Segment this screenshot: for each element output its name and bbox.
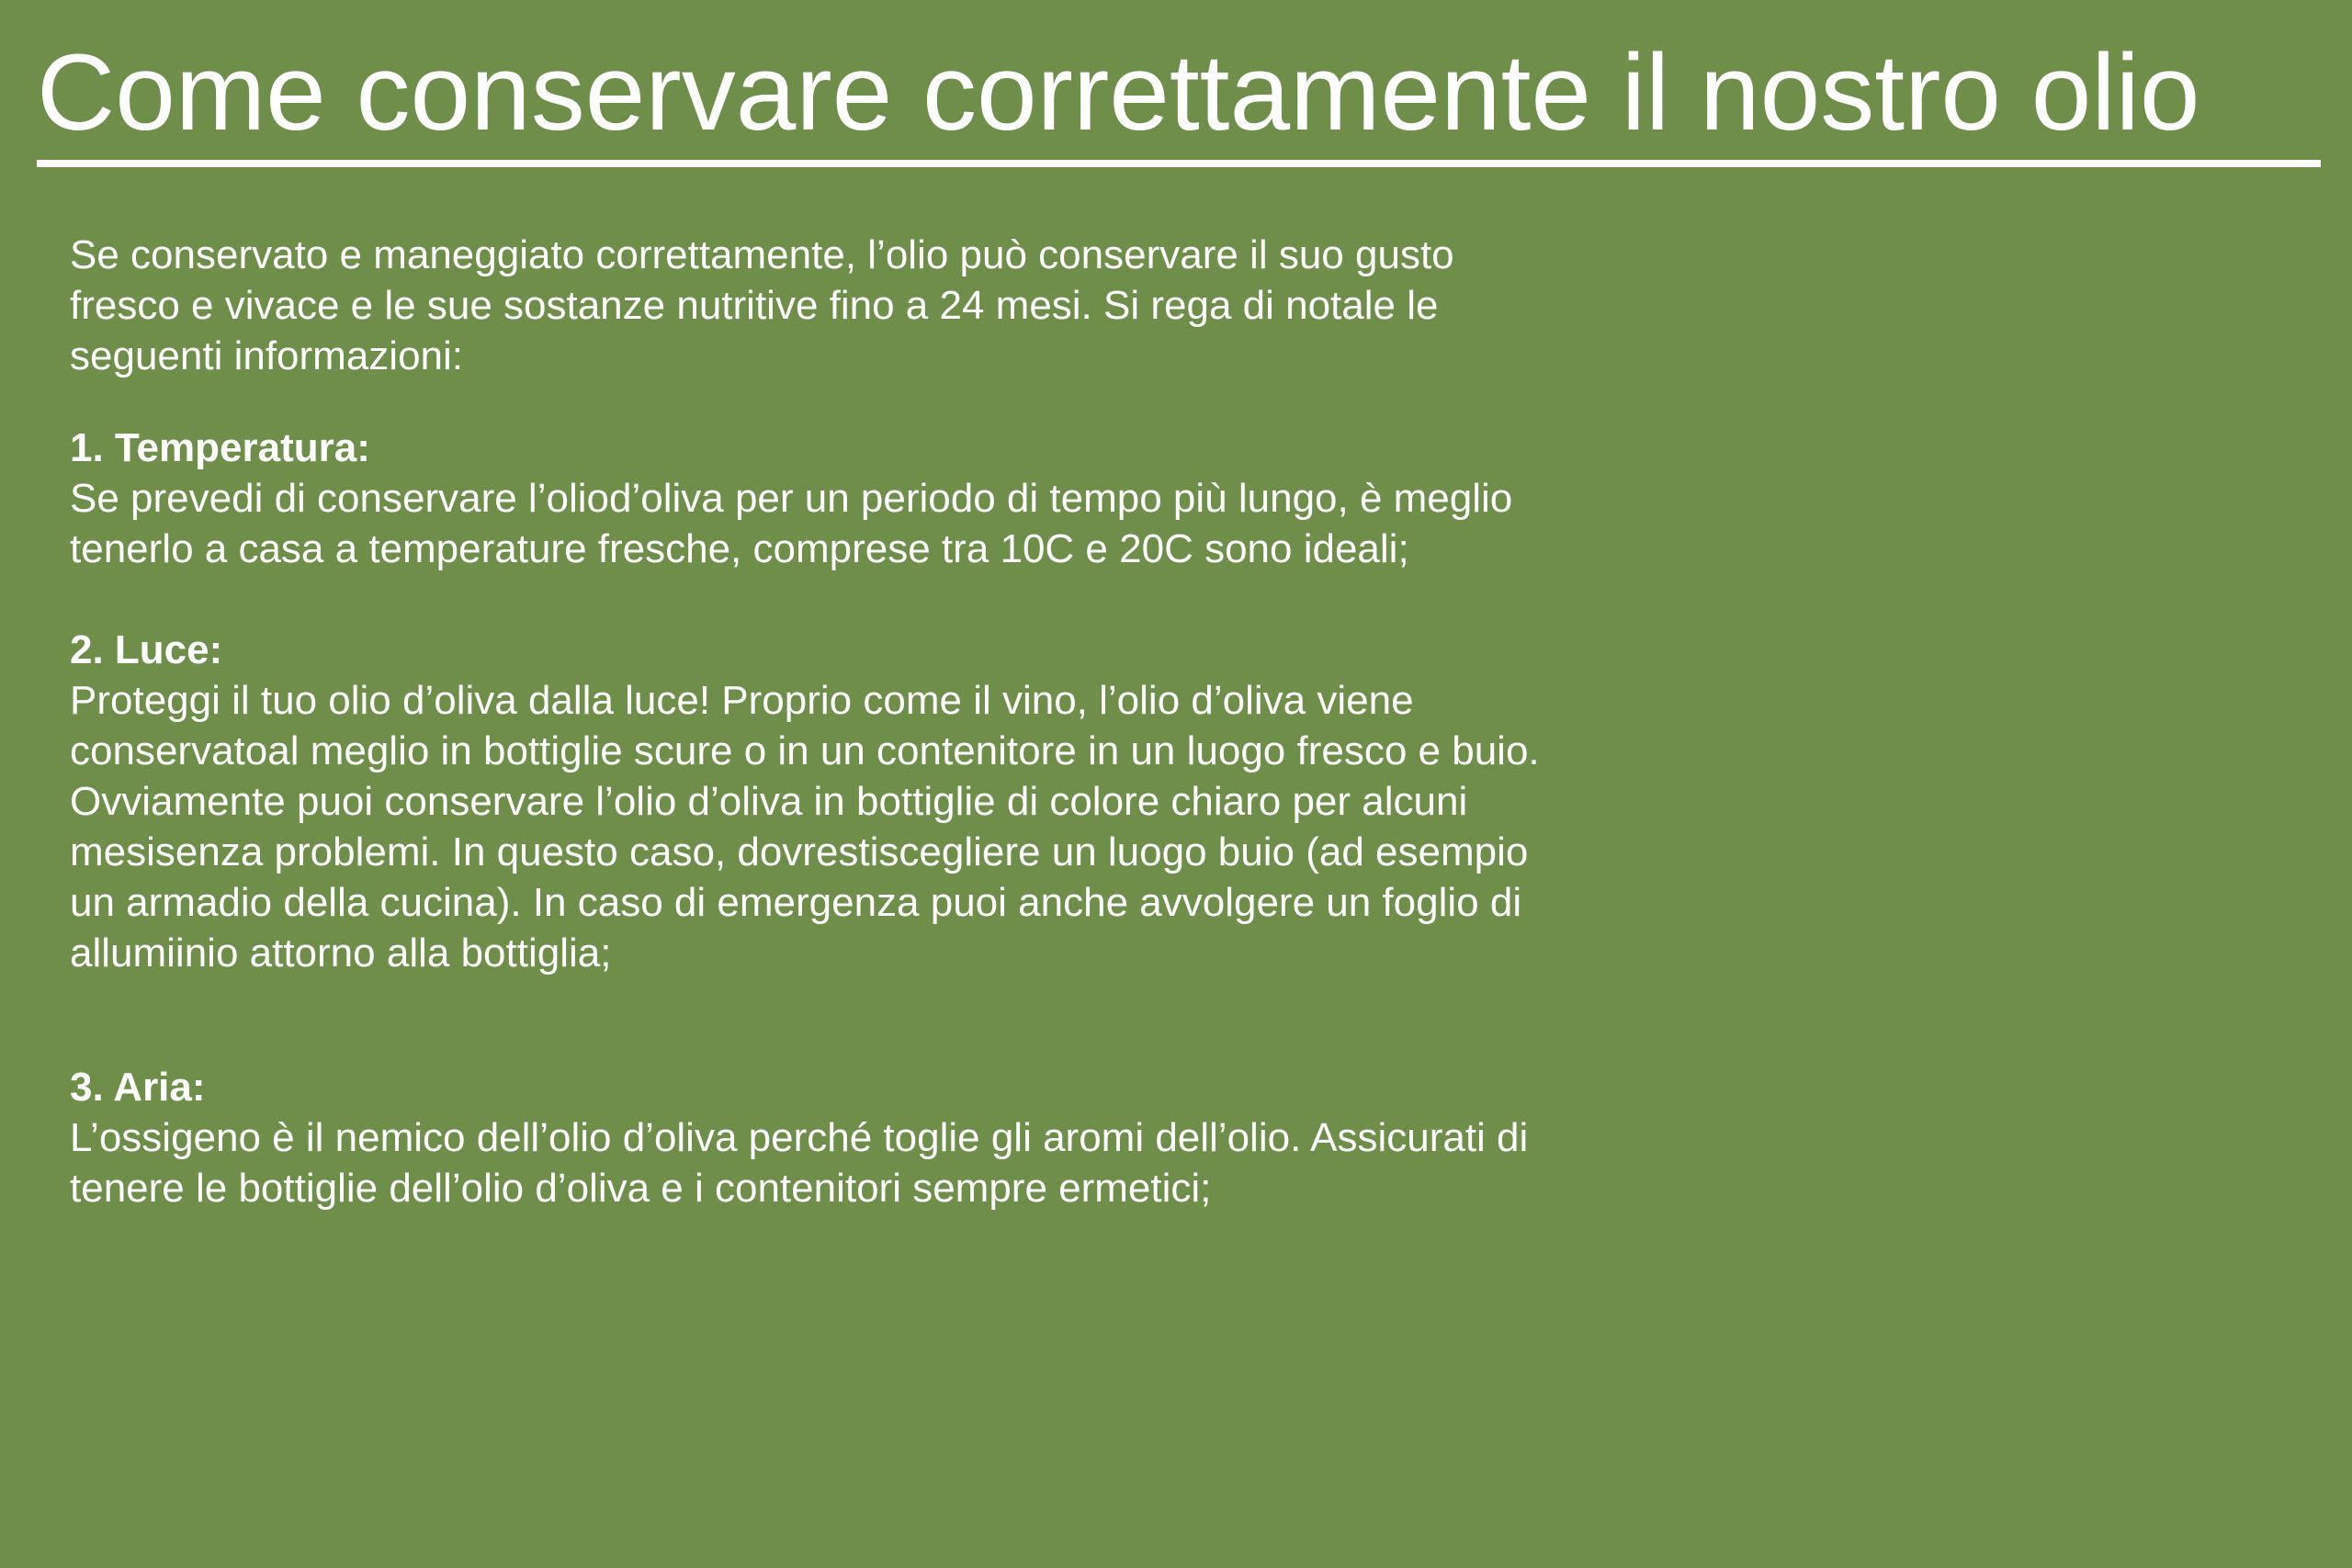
page-title: Come conservare correttamente il nostro olio (37, 32, 2200, 153)
intro-line: seguenti informazioni: (70, 333, 464, 378)
section-heading: 2. Luce: (70, 627, 223, 672)
section-line: un armadio della cucina). In caso di emergenza puoi anche avvolgere un foglio di (70, 880, 1522, 925)
document-body (70, 230, 1834, 1213)
title-underline (37, 160, 2321, 167)
intro-paragraph (70, 230, 1834, 381)
section-line: Ovviamente puoi conservare l’olio d’oliva in bottiglie di colore chiaro per alcuni (70, 779, 1468, 824)
section-line: allumiinio attorno alla bottiglia; (70, 931, 612, 976)
section-temperatura (70, 423, 1834, 574)
section-luce (70, 625, 1834, 978)
section-heading: 3. Aria: (70, 1065, 206, 1110)
section-line: tenerlo a casa a temperature fresche, comprese tra 10C e 20C sono ideali; (70, 526, 1409, 571)
intro-line: fresco e vivace e le sue sostanze nutritive fino a 24 mesi. Si rega di notale le (70, 283, 1439, 328)
section-line: Se prevedi di conservare l’oliod’oliva per un periodo di tempo più lungo, è meglio (70, 476, 1513, 521)
intro-line: Se conservato e maneggiato correttamente, l’olio può conservare il suo gusto (70, 232, 1454, 277)
section-line: mesisenza problemi. In questo caso, dovrestiscegliere un luogo buio (ad esempio (70, 829, 1529, 874)
section-line: tenere le bottiglie dell’olio d’oliva e i contenitori sempre ermetici; (70, 1166, 1212, 1211)
section-heading: 1. Temperatura: (70, 425, 370, 470)
section-aria (70, 1062, 1834, 1213)
section-line: Proteggi il tuo olio d’oliva dalla luce! Proprio come il vino, l’olio d’oliva viene (70, 678, 1414, 723)
section-line: L’ossigeno è il nemico dell’olio d’oliva perché toglie gli aromi dell’olio. Assicurati di (70, 1115, 1529, 1160)
section-line: conservatoal meglio in bottiglie scure o in un contenitore in un luogo fresco e buio. (70, 728, 1540, 773)
